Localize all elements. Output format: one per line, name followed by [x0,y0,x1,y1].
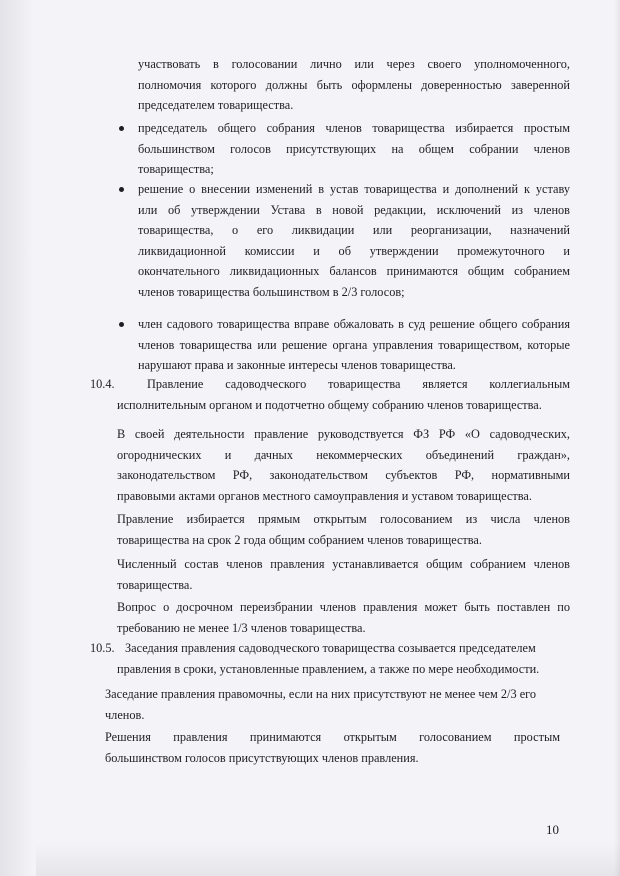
section-10-4-law-paragraph [117,424,570,506]
text-line: окончательного ликвидационных балансов принимаются общим собранием [138,264,570,278]
text-line: Заседания правления садоводческого товарищества созывается председателем [125,641,536,655]
section-10-4-election-paragraph [117,509,570,550]
text-line: ликвидационной комиссии и об утверждении промежуточного и [138,243,570,258]
text-line: Заседание правления правомочны, если на них присутствуют не менее чем 2/3 его [105,687,537,701]
text-line: Правление садоводческого товарищества является коллегиальным [147,377,570,391]
page-binding-shadow [0,0,34,876]
text-line: товарищества; [138,162,214,176]
text-line: членов. [105,707,145,722]
text-line: Правление избирается прямым открытым голосованием из числа членов [117,512,570,526]
text-line: большинством голосов присутствующих членов правления. [105,750,419,765]
text-line: председатель общего собрания членов товарищества избирается простым [138,121,570,135]
text-line: законодательством РФ, законодательством субъектов РФ, нормативными [117,468,570,482]
text-line: нарушают права и законные интересы членов товарищества. [138,358,456,372]
bullet-marker [119,126,124,131]
text-line: председателем товарищества. [138,98,294,112]
text-line: товарищества. [117,577,193,592]
intro-paragraph [138,54,570,116]
text-line: Численный состав членов правления устанавливается общим собранием членов [117,557,570,571]
text-line: член садового товарищества вправе обжаловать в суд решение общего собрания [138,317,570,331]
text-line: Решения правления принимаются открытым голосованием простым [105,730,560,744]
bullet-item-chairman [138,118,570,180]
text-line: правления в сроки, установленные правлением, а также по мере необходимости. [117,661,540,676]
text-line: товарищества, о его ликвидации или реорганизации, назначений [138,223,570,237]
text-line: требованию не менее 1/3 членов товарищества. [117,620,366,635]
section-10-4-heading-paragraph [117,374,570,415]
text-line: большинством голосов присутствующих на общем собрании членов [138,141,570,156]
section-10-4-membership-paragraph [117,554,570,595]
section-10-5-quorum-paragraph [105,684,570,725]
bullet-item-charter-amendments [138,179,570,302]
bullet-item-appeal [138,314,570,376]
text-line: Вопрос о досрочном переизбрании членов правления может быть поставлен по [117,600,570,614]
section-10-5-decision-paragraph [105,727,560,768]
text-line: участвовать в голосовании лично или через своего уполномоченного, [138,57,570,71]
text-line: полномочия которого должны быть оформлены доверенностью заверенной [138,77,570,92]
text-line: В своей деятельности правление руководствуется ФЗ РФ «О садоводческих, [117,427,570,441]
text-line: членов товарищества большинством в 2/3 голосов; [138,284,405,299]
text-line: решение о внесении изменений в устав товарищества и дополнений к уставу [138,182,570,196]
text-line: исполнительным органом и подотчетно общему собранию членов товарищества. [117,397,542,412]
text-line: правовыми актами органов местного самоуправления и уставом товарищества. [117,488,532,503]
text-line: товарищества на срок 2 года общим собранием членов товарищества. [117,532,482,547]
bullet-marker [119,322,124,327]
section-number-10-5: 10.5. [90,641,115,655]
text-line: огороднических и дачных некоммерческих объединений граждан», [117,447,570,462]
text-line: членов товарищества или решение органа управления товариществом, которые [138,337,570,352]
page-bottom-shadow [36,842,620,876]
section-10-4-reelection-paragraph [117,597,570,638]
page-edge-shadow [614,0,620,876]
section-10-5-heading-paragraph [117,638,570,679]
bullet-marker [119,187,124,192]
page-number: 10 [546,822,559,837]
section-number-10-4: 10.4. [90,377,115,391]
text-line: или об утверждении Устава в новой редакции, исключений из членов [138,202,570,217]
